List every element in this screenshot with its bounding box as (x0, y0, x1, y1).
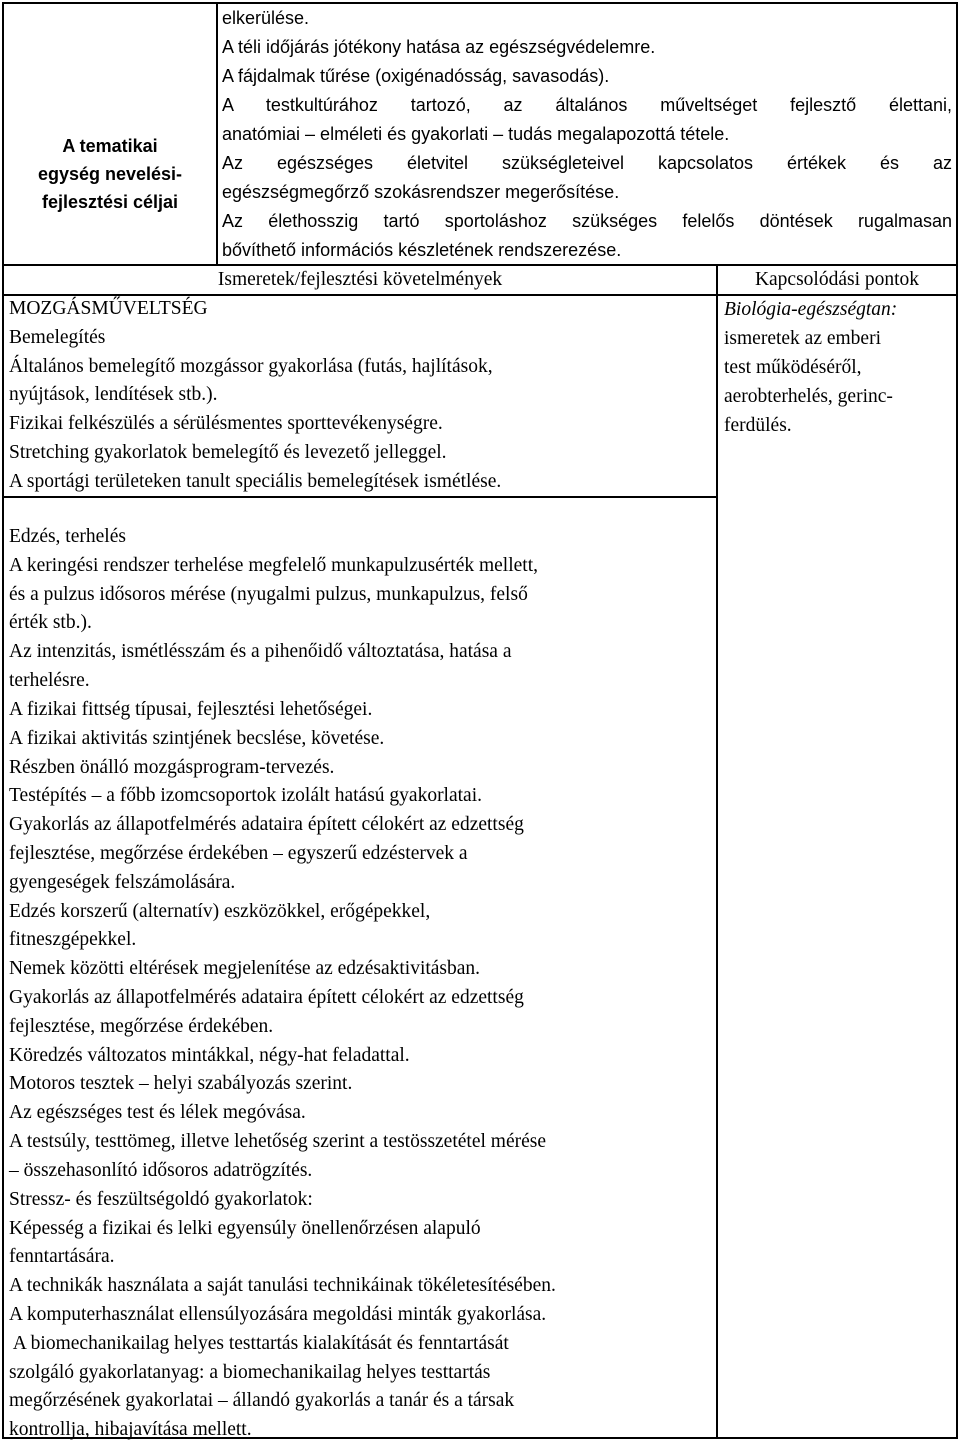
connections-cell (724, 295, 954, 440)
training-block (9, 523, 714, 1445)
goal-line: A testkultúrához tartozó, az általános műveltséget fejlesztő élettani, (222, 95, 952, 115)
warmup-line: Stretching gyakorlatok bemelegítő és levezető jelleggel. (9, 441, 447, 463)
training-line: A fizikai aktivitás szintjének becslése, követése. (9, 727, 385, 749)
warmup-block (9, 295, 714, 497)
warmup-line: nyújtások, lendítések stb.). (9, 384, 218, 406)
training-line: Motoros tesztek – helyi szabályozás szerint. (9, 1073, 353, 1095)
connections-line: ismeretek az emberi (724, 328, 881, 349)
training-line: Részben önálló mozgásprogram-tervezés. (9, 756, 335, 778)
training-line: szolgáló gyakorlatanyag: a biomechanikailag helyes testtartás (9, 1361, 491, 1383)
training-line: fitneszgépekkel. (9, 929, 137, 951)
goal-line: bővíthető információs készletének rendszerezése. (222, 240, 622, 260)
goal-line: anatómiai – elméleti és gyakorlati – tudás megalapozottá tétele. (222, 124, 730, 144)
training-line: Gyakorlás az állapotfelmérés adataira épített célokért az edzettség (9, 987, 524, 1008)
warmup-line: MOZGÁSMŰVELTSÉG (9, 298, 208, 319)
training-line: Gyakorlás az állapotfelmérés adataira épített célokért az edzettség (9, 814, 524, 836)
training-line: A keringési rendszer terhelése megfelelő munkapulzusérték mellett, (9, 554, 539, 576)
training-line: Stressz- és feszültségoldó gyakorlatok: (9, 1188, 313, 1210)
training-line: terhelésre. (9, 670, 90, 692)
training-line: A technikák használata a saját tanulási technikáinak tökéletesítésében. (9, 1275, 556, 1297)
training-line: Edzés, terhelés (9, 526, 126, 547)
training-line: Az egészséges test és lélek megóvása. (9, 1102, 306, 1124)
warmup-line: Fizikai felkészülés a sérülésmentes sporttevékenységre. (9, 413, 443, 435)
border-left (2, 2, 4, 1439)
training-line: A biomechanikailag helyes testtartás kialakítását és fenntartását (9, 1332, 509, 1354)
goals-text (222, 4, 952, 265)
training-line: Nemek közötti eltérések megjelenítése az edzésaktivitásban. (9, 958, 481, 980)
training-line: A komputerhasználat ellensúlyozására megoldási minták gyakorlása. (9, 1303, 547, 1325)
section-heading-line: A tematikai (62, 136, 158, 156)
training-line: érték stb.). (9, 612, 92, 634)
goal-line: elkerülése. (222, 8, 310, 28)
connections-line: ferdülés. (724, 415, 792, 436)
warmup-line: A sportági területeken tanult speciális bemelegítések ismétlése. (9, 470, 502, 492)
section-heading (4, 132, 216, 216)
goal-line: A fájdalmak tűrése (oxigénadósság, savasodás). (222, 66, 610, 86)
section-heading-line: egység nevelési- (37, 164, 183, 184)
training-line: kontrollja, hibajavítása mellett. (9, 1419, 252, 1441)
warmup-line: Bemelegítés (9, 326, 106, 348)
training-line: A fizikai fittség típusai, fejlesztési lehetőségei. (9, 698, 373, 720)
training-line: Az intenzitás, ismétlésszám és a pihenőidő változtatása, hatása a (9, 641, 512, 663)
warmup-line: Általános bemelegítő mozgássor gyakorlása (futás, hajlítások, (9, 355, 493, 377)
training-line: fejlesztése, megőrzése érdekében. (9, 1015, 274, 1037)
divider-heading-column (216, 2, 218, 265)
training-line: Köredzés változatos mintákkal, négy-hat feladattal. (9, 1044, 410, 1066)
training-line: fejlesztése, megőrzése érdekében – egyszerű edzéstervek a (9, 842, 468, 864)
goal-line: egészségmegőrző szokásrendszer megerősítése. (222, 182, 620, 202)
goal-line: A téli időjárás jótékony hatása az egészségvédelemre. (222, 37, 656, 57)
training-line: fenntartására. (9, 1246, 115, 1268)
border-right (956, 2, 958, 1439)
training-line: A testsúly, testtömeg, illetve lehetőség szerint a testösszetétel mérése (9, 1131, 546, 1153)
connections-line: aerobterhelés, gerinc- (724, 386, 893, 407)
connections-line: test működéséről, (724, 357, 862, 378)
connections-subject: Biológia-egészségtan: (724, 299, 898, 320)
training-line: Edzés korszerű (alternatív) eszközökkel, erőgépekkel, (9, 900, 431, 922)
training-line: – összehasonlító idősoros adatrögzítés. (9, 1159, 313, 1181)
section-heading-line: fejlesztési céljai (41, 192, 179, 212)
training-line: és a pulzus idősoros mérése (nyugalmi pulzus, munkapulzus, felső (9, 583, 528, 605)
training-line: Testépítés – a főbb izomcsoportok izolált hatású gyakorlatai. (9, 785, 482, 807)
training-line: megőrzésének gyakorlatai – állandó gyakorlás a tanár és a társak (9, 1390, 515, 1412)
goal-line: Az élethosszig tartó sportoláshoz szükséges felelős döntések rugalmasan (222, 211, 952, 231)
training-line: gyengeségek felszámolására. (9, 871, 236, 893)
divider-connections-column (716, 265, 718, 1439)
goal-line: Az egészséges életvitel szükségleteivel kapcsolatos értékek és az (222, 153, 952, 173)
connections-header: Kapcsolódási pontok (754, 269, 920, 290)
training-line: Képesség a fizikai és lelki egyensúly önellenőrzésen alapuló (9, 1217, 481, 1239)
requirements-header: Ismeretek/fejlesztési követelmények (217, 269, 503, 290)
